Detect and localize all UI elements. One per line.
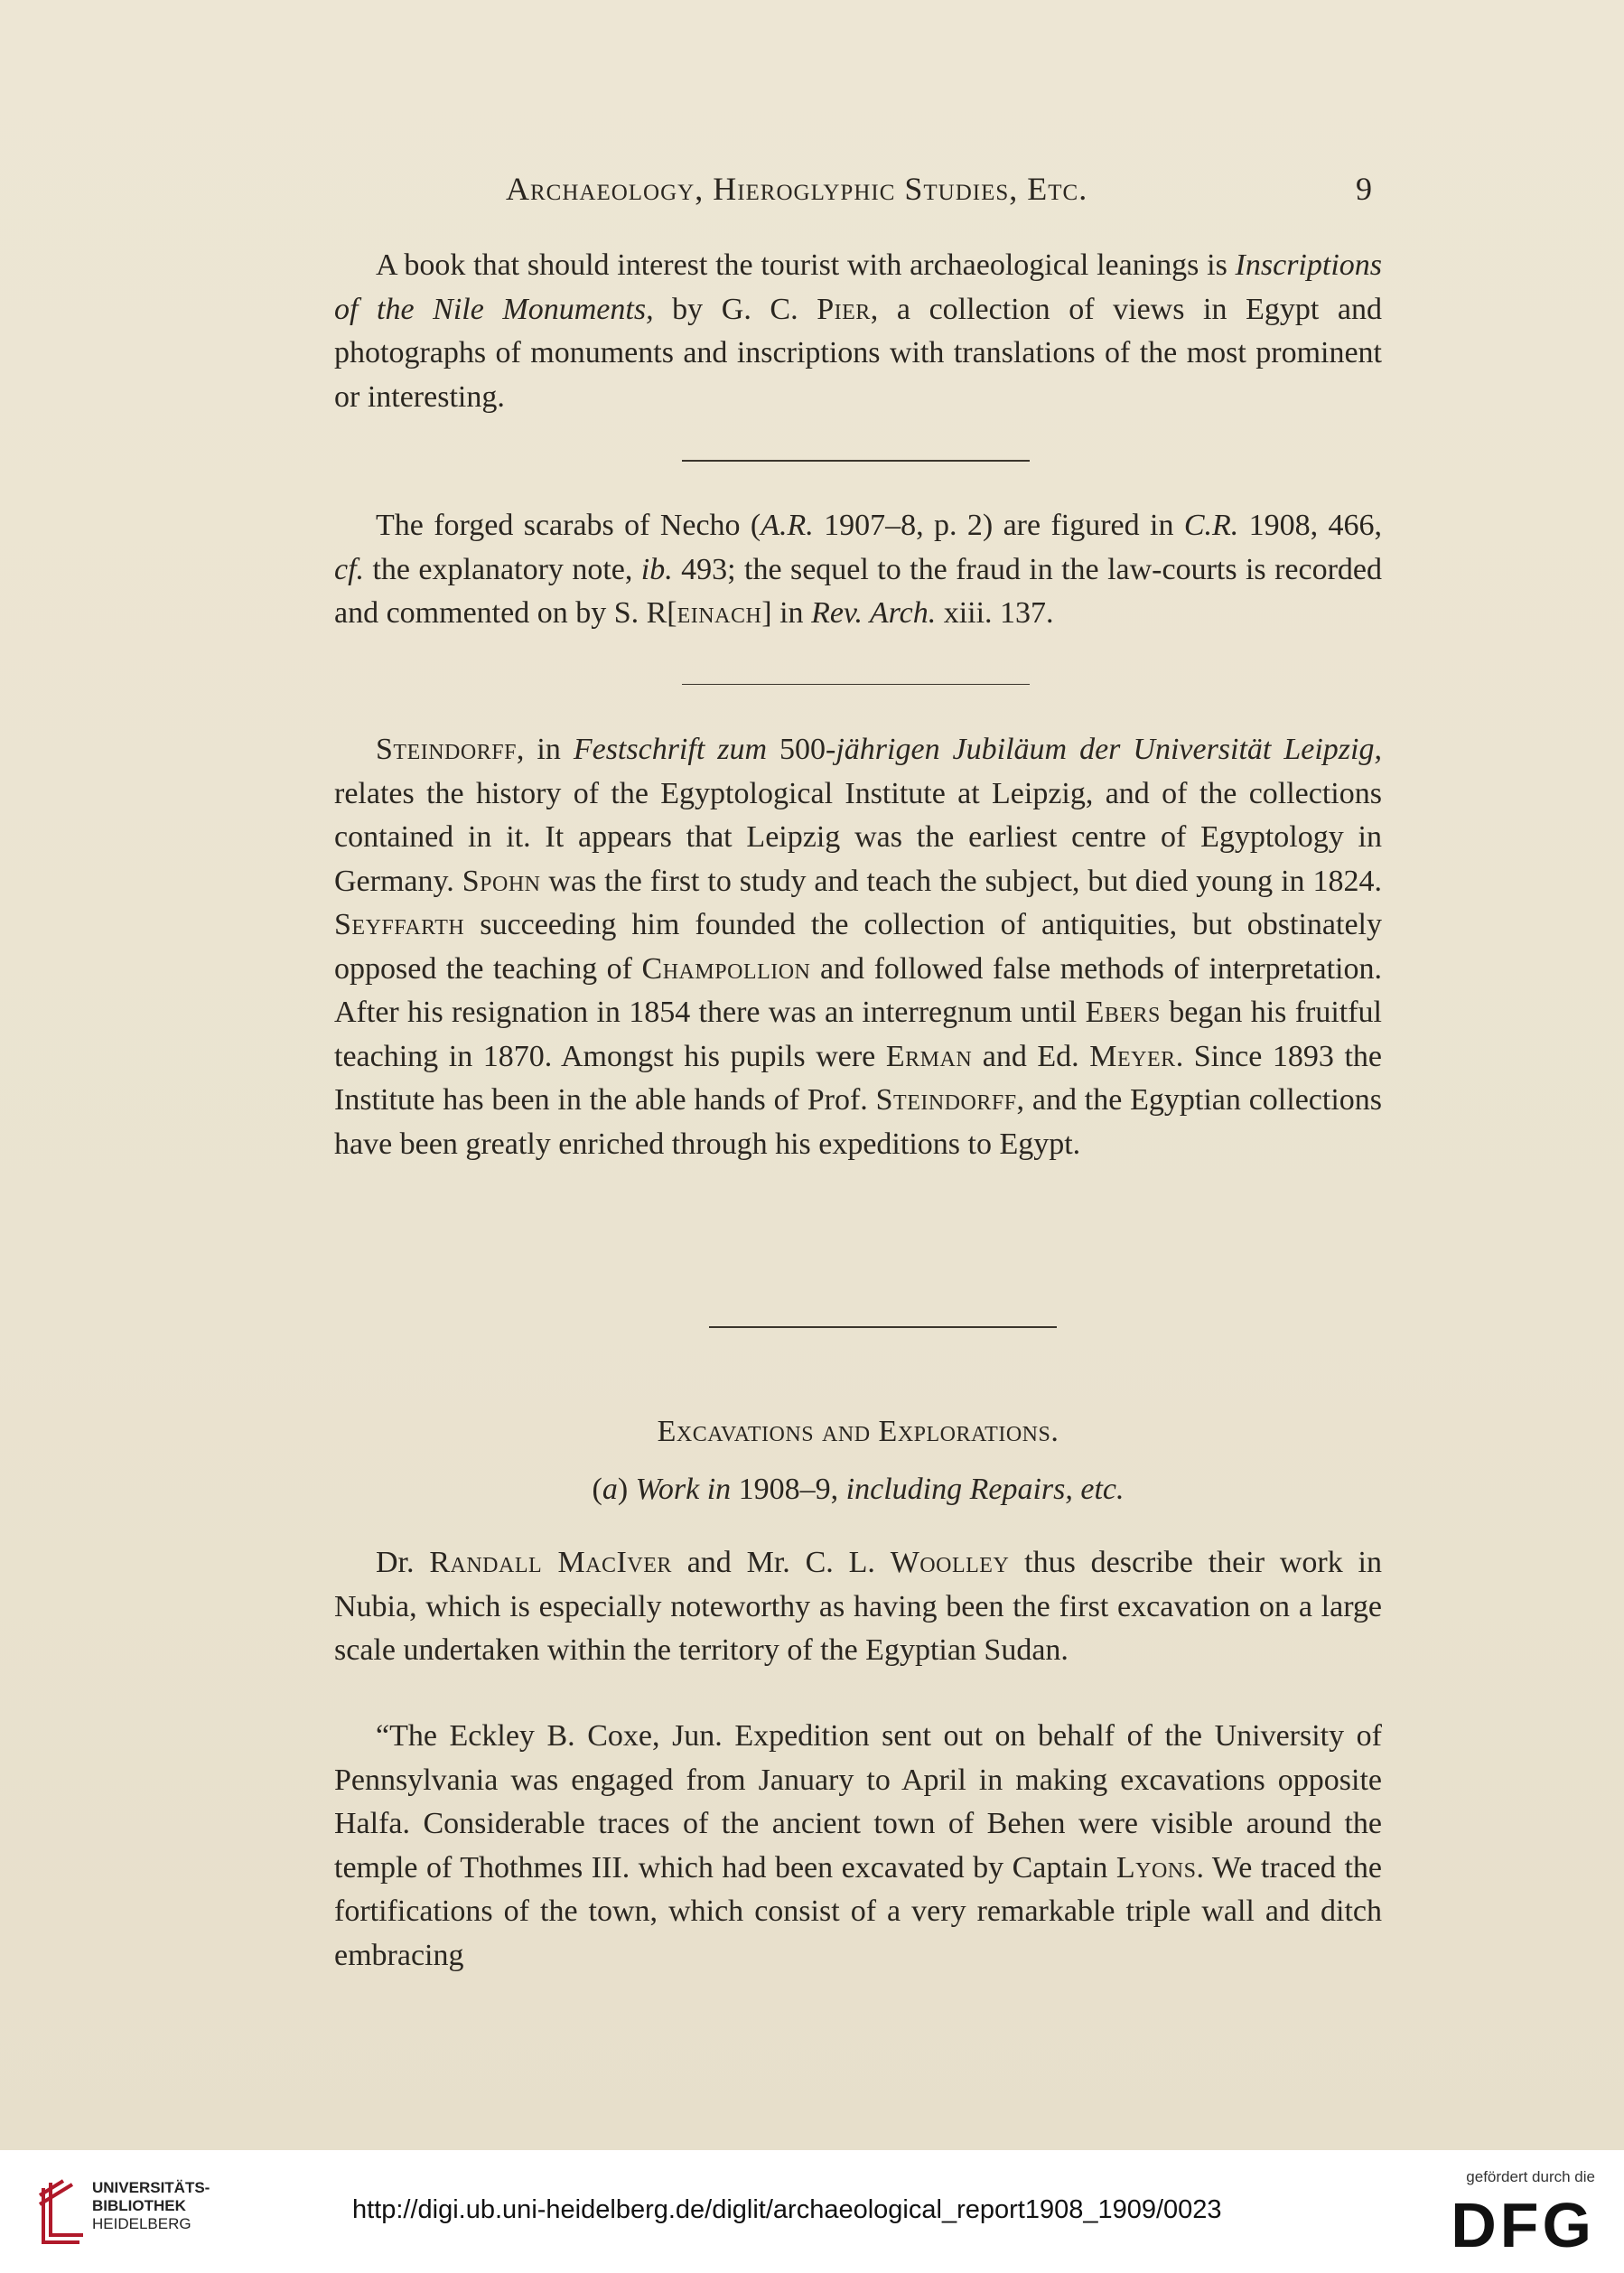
text-run: thus describe their work in Nubia, which is especially noteworthy as having been the first excavation on a large scale undertaken within the territory of the Egyptian Sudan. xyxy=(334,1546,1382,1667)
person-name: Lyons xyxy=(1115,1850,1197,1885)
person-name: Seyffarth xyxy=(334,908,465,941)
text-run: 1908, 466, xyxy=(1238,509,1382,542)
text-run: and followed false methods of interpretation. After his resignation in 1854 there was an interregnum until xyxy=(334,951,1382,1029)
permalink-url[interactable]: http://digi.ub.uni-heidelberg.de/diglit/archaeological_report1908_1909/0023 xyxy=(352,2195,1222,2224)
library-name-line: BIBLIOTHEK xyxy=(92,2197,186,2214)
funding-note: gefördert durch die xyxy=(1466,2168,1595,2185)
text-run: . We traced the fortifications of the town, which consist of a very remarkable triple wall and ditch embracing xyxy=(334,1850,1382,1972)
section-subheading xyxy=(334,1473,1382,1507)
citation: Rev. Arch. xyxy=(811,596,937,630)
text-run: , in xyxy=(516,733,574,766)
text-run: succeeding him founded the collection of antiquities, but obstinately opposed the teaching of xyxy=(334,908,1382,986)
section-heading: Excavations and Explorations. xyxy=(657,1415,1059,1448)
paragraph-forged-scarabs xyxy=(334,504,1382,636)
person-name: Steindorff xyxy=(875,1083,1017,1117)
text-run: ( xyxy=(592,1473,602,1506)
section-divider-rule xyxy=(709,1326,1057,1328)
text-run: Dr. xyxy=(376,1546,430,1579)
running-head-title: Archaeology, Hieroglyphic Studies, Etc. xyxy=(506,171,1088,207)
text-run: a xyxy=(602,1473,618,1506)
paragraph-coxe-expedition-quote xyxy=(334,1715,1382,1978)
running-head xyxy=(506,170,1373,208)
text-run: by G. C. xyxy=(653,292,817,326)
text-run: ) xyxy=(617,1473,636,1506)
library-name-line: UNIVERSITÄTS- xyxy=(92,2179,210,2196)
person-name: Woolley xyxy=(890,1546,1010,1579)
person-name: Champollion xyxy=(641,951,811,986)
page-number: 9 xyxy=(1356,171,1373,207)
text-run: 1907–8, p. 2) are figured in xyxy=(813,509,1184,542)
section-divider-rule xyxy=(682,684,1030,685)
citation: A.R. xyxy=(761,509,814,542)
text-run: 1908–9, xyxy=(731,1473,846,1506)
library-name-line: HEIDELBERG xyxy=(92,2215,191,2232)
person-name: Meyer xyxy=(1089,1039,1176,1073)
text-run: the explanatory note, xyxy=(364,552,641,586)
person-name: Erman xyxy=(885,1039,973,1073)
text-run: including Repairs, etc. xyxy=(845,1473,1125,1506)
person-name: Spohn xyxy=(462,864,541,898)
text-run: The forged scarabs of Necho ( xyxy=(376,509,761,542)
text-run: relates the history of the Egyptological Institute at Leipzig, and of the collections contained in it. It appears that Leipzig was the earliest centre of Egyptology in Germany. xyxy=(334,776,1382,898)
person-name: Randall MacIver xyxy=(429,1546,672,1579)
person-name: Ebers xyxy=(1085,996,1161,1029)
text-run: xiii. 137. xyxy=(936,596,1054,630)
text-run: and Mr. C. L. xyxy=(671,1546,891,1579)
university-library-name xyxy=(92,2179,210,2233)
paragraph-book-recommendation xyxy=(334,244,1382,419)
text-run: 493; the sequel to the fraud in the law-courts is recorded and commented on by S. R[ xyxy=(334,552,1382,630)
section-divider-rule xyxy=(682,460,1030,462)
text-run: “The Eckley B. Coxe, Jun. Expedition sent out on behalf of the University of Pennsylvania was engaged from January to April in making excavations opposite Halfa. Considerable traces of the ancient town of Behen were visible around the temple of Thothmes III. which had been excavated by Captain xyxy=(334,1719,1382,1885)
paragraph-nubia-intro xyxy=(334,1541,1382,1673)
digitization-footer xyxy=(0,2150,1624,2273)
book-title: Festschrift zum xyxy=(573,733,768,766)
text-run: 500- xyxy=(767,733,836,766)
citation: C.R. xyxy=(1183,509,1239,542)
citation: ib. xyxy=(640,552,673,586)
text-run: was the first to study and teach the subject, but died young in 1824. xyxy=(540,864,1382,898)
paragraph-steindorff-leipzig xyxy=(334,728,1382,1166)
text-run: , a collection of views in Egypt and photographs of monuments and inscriptions with translations of the most prominent or interesting. xyxy=(334,292,1382,414)
dfg-logo: DFG xyxy=(1451,2190,1595,2260)
author-name: Steindorff xyxy=(376,733,517,766)
text-run: A book that should interest the tourist with archaeological leanings is xyxy=(376,248,1236,282)
text-run: . Since 1893 the Institute has been in the able hands of Prof. xyxy=(334,1039,1383,1117)
author-name: Pier xyxy=(817,292,871,326)
citation: cf. xyxy=(334,552,365,586)
text-run: , and the Egyptian collections have been greatly enriched through his expeditions to Egypt. xyxy=(334,1083,1382,1161)
text-run: Work in xyxy=(635,1473,732,1506)
university-library-logo xyxy=(36,2177,86,2250)
book-title: Inscriptions of the Nile Monuments, xyxy=(334,248,1382,326)
text-run: ] in xyxy=(761,596,812,630)
book-title: jährigen Jubiläum der Universität Leipzig, xyxy=(835,733,1382,766)
text-run: began his fruitful teaching in 1870. Amongst his pupils were xyxy=(334,996,1383,1073)
text-run: and Ed. xyxy=(972,1039,1090,1073)
author-name: einach xyxy=(677,596,762,630)
